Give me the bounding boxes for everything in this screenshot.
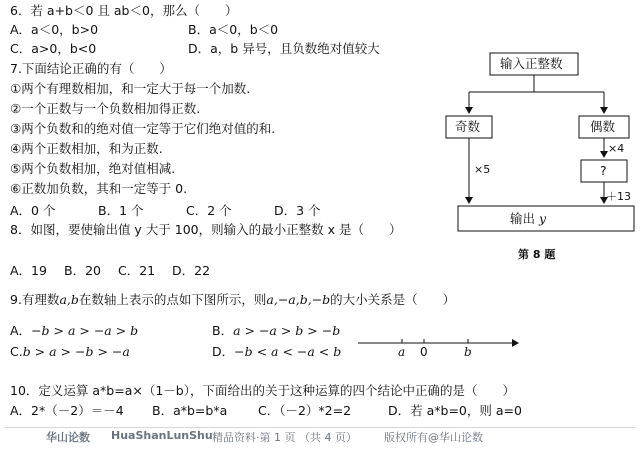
q8-stem: 8．如图，要使输出值 y 大于 100，则输入的最小正整数 x 是（ ） (10, 222, 402, 237)
q7-stem: 7.下面结论正确的有（ ） (10, 61, 172, 76)
q9-option-c-expr: b > a > −b > −a (22, 344, 130, 359)
footer-brand-en: HuaShanLunShu (111, 429, 213, 442)
q7-statement-3: ③两个负数和的绝对值一定等于它们绝对值的和. (10, 121, 276, 136)
flow-odd-label: 奇数 (455, 119, 481, 134)
q10-option-a: A．2*（－2）＝－4 (10, 403, 124, 418)
flow-output-variable: y (539, 211, 547, 226)
footer-brand-cn: 华山论数 (46, 431, 90, 444)
flow-plus13-label: ＋13 (606, 190, 631, 203)
number-line-label: b (464, 345, 472, 359)
footer-page-info: 精品资料·第 1 页 （共 4 页） (212, 431, 357, 444)
q9-option-b-label: B． (212, 323, 234, 338)
footer-copyright: 版权所有@华山论数 (384, 431, 483, 444)
q8-option-a: A．19 (10, 263, 47, 278)
q10-option-d: D．若 a*b=0，则 a=0 (388, 403, 522, 418)
q7-statement-6: ⑥正数加负数，其和一定等于 0. (10, 181, 188, 196)
flow-times4-label: ×4 (608, 142, 625, 155)
flow-times5-label: ×5 (474, 163, 491, 176)
q7-statement-1: ①两个有理数相加，和一定大于每一个加数. (10, 81, 251, 96)
q6-option-a: A．a＜0，b>0 (10, 22, 99, 37)
q9-stem-part-1: 9.有理数 (10, 292, 60, 307)
q8-option-c: C．21 (118, 263, 156, 278)
q7-option-a: A．0 个 (10, 203, 56, 218)
q7-statement-5: ⑤两个负数相加，绝对值相减. (10, 161, 176, 176)
q9-option-a-label: A． (10, 323, 32, 338)
number-line-label: a (398, 345, 406, 359)
flow-even-label: 偶数 (590, 119, 616, 134)
q6-option-d: D．a，b 异号，且负数绝对值较大 (188, 41, 380, 56)
flow-question-label: ? (600, 163, 607, 178)
q8-option-d: D．22 (172, 263, 211, 278)
q7-option-d: D．3 个 (274, 203, 321, 218)
q6-option-c: C．a>0，b<0 (10, 41, 97, 56)
q7-statement-2: ②一个正数与一个负数相加得正数. (10, 101, 201, 116)
q6-option-b: B．a＜0，b＜0 (188, 22, 279, 37)
footer-divider (4, 427, 636, 428)
q7-option-c: C．2 个 (186, 203, 232, 218)
q7-option-b: B．1 个 (98, 203, 144, 218)
number-line-label: 0 (420, 345, 428, 359)
q9-stem-part-3: 的大小关系是（ ） (330, 292, 456, 307)
flow-input-label: 输入正整数 (500, 56, 563, 71)
q9-option-c-label: C. (10, 344, 23, 359)
flow-caption: 第 8 题 (518, 248, 556, 261)
q9-vars-list: a,−a,b,−b (266, 292, 331, 307)
q6-stem: 6．若 a+b＜0 且 ab＜0，那么（ ） (10, 3, 238, 18)
q8-option-b: B．20 (64, 263, 101, 278)
q9-option-a-expr: −b > a > −a > b (31, 323, 139, 338)
q9-stem-part-2: 在数轴上表示的点如下图所示，则 (78, 292, 267, 307)
q9-option-d-expr: −b < a < −a < b (234, 344, 342, 359)
q9-option-d-label: D． (212, 344, 235, 359)
q7-statement-4: ④两个正数相加，和为正数. (10, 141, 163, 156)
q10-option-c: C．（－2）*2=2 (258, 403, 352, 418)
q9-vars-ab: a,b (59, 292, 79, 307)
q10-option-b: B．a*b=b*a (152, 403, 228, 418)
q9-option-b-expr: a > −a > b > −b (233, 323, 341, 338)
flow-output-text: 输出 (510, 211, 536, 226)
q10-stem: 10．定义运算 a*b=a×（1－b），下面给出的关于这种运算的四个结论中正确的是（ ） (10, 383, 515, 398)
